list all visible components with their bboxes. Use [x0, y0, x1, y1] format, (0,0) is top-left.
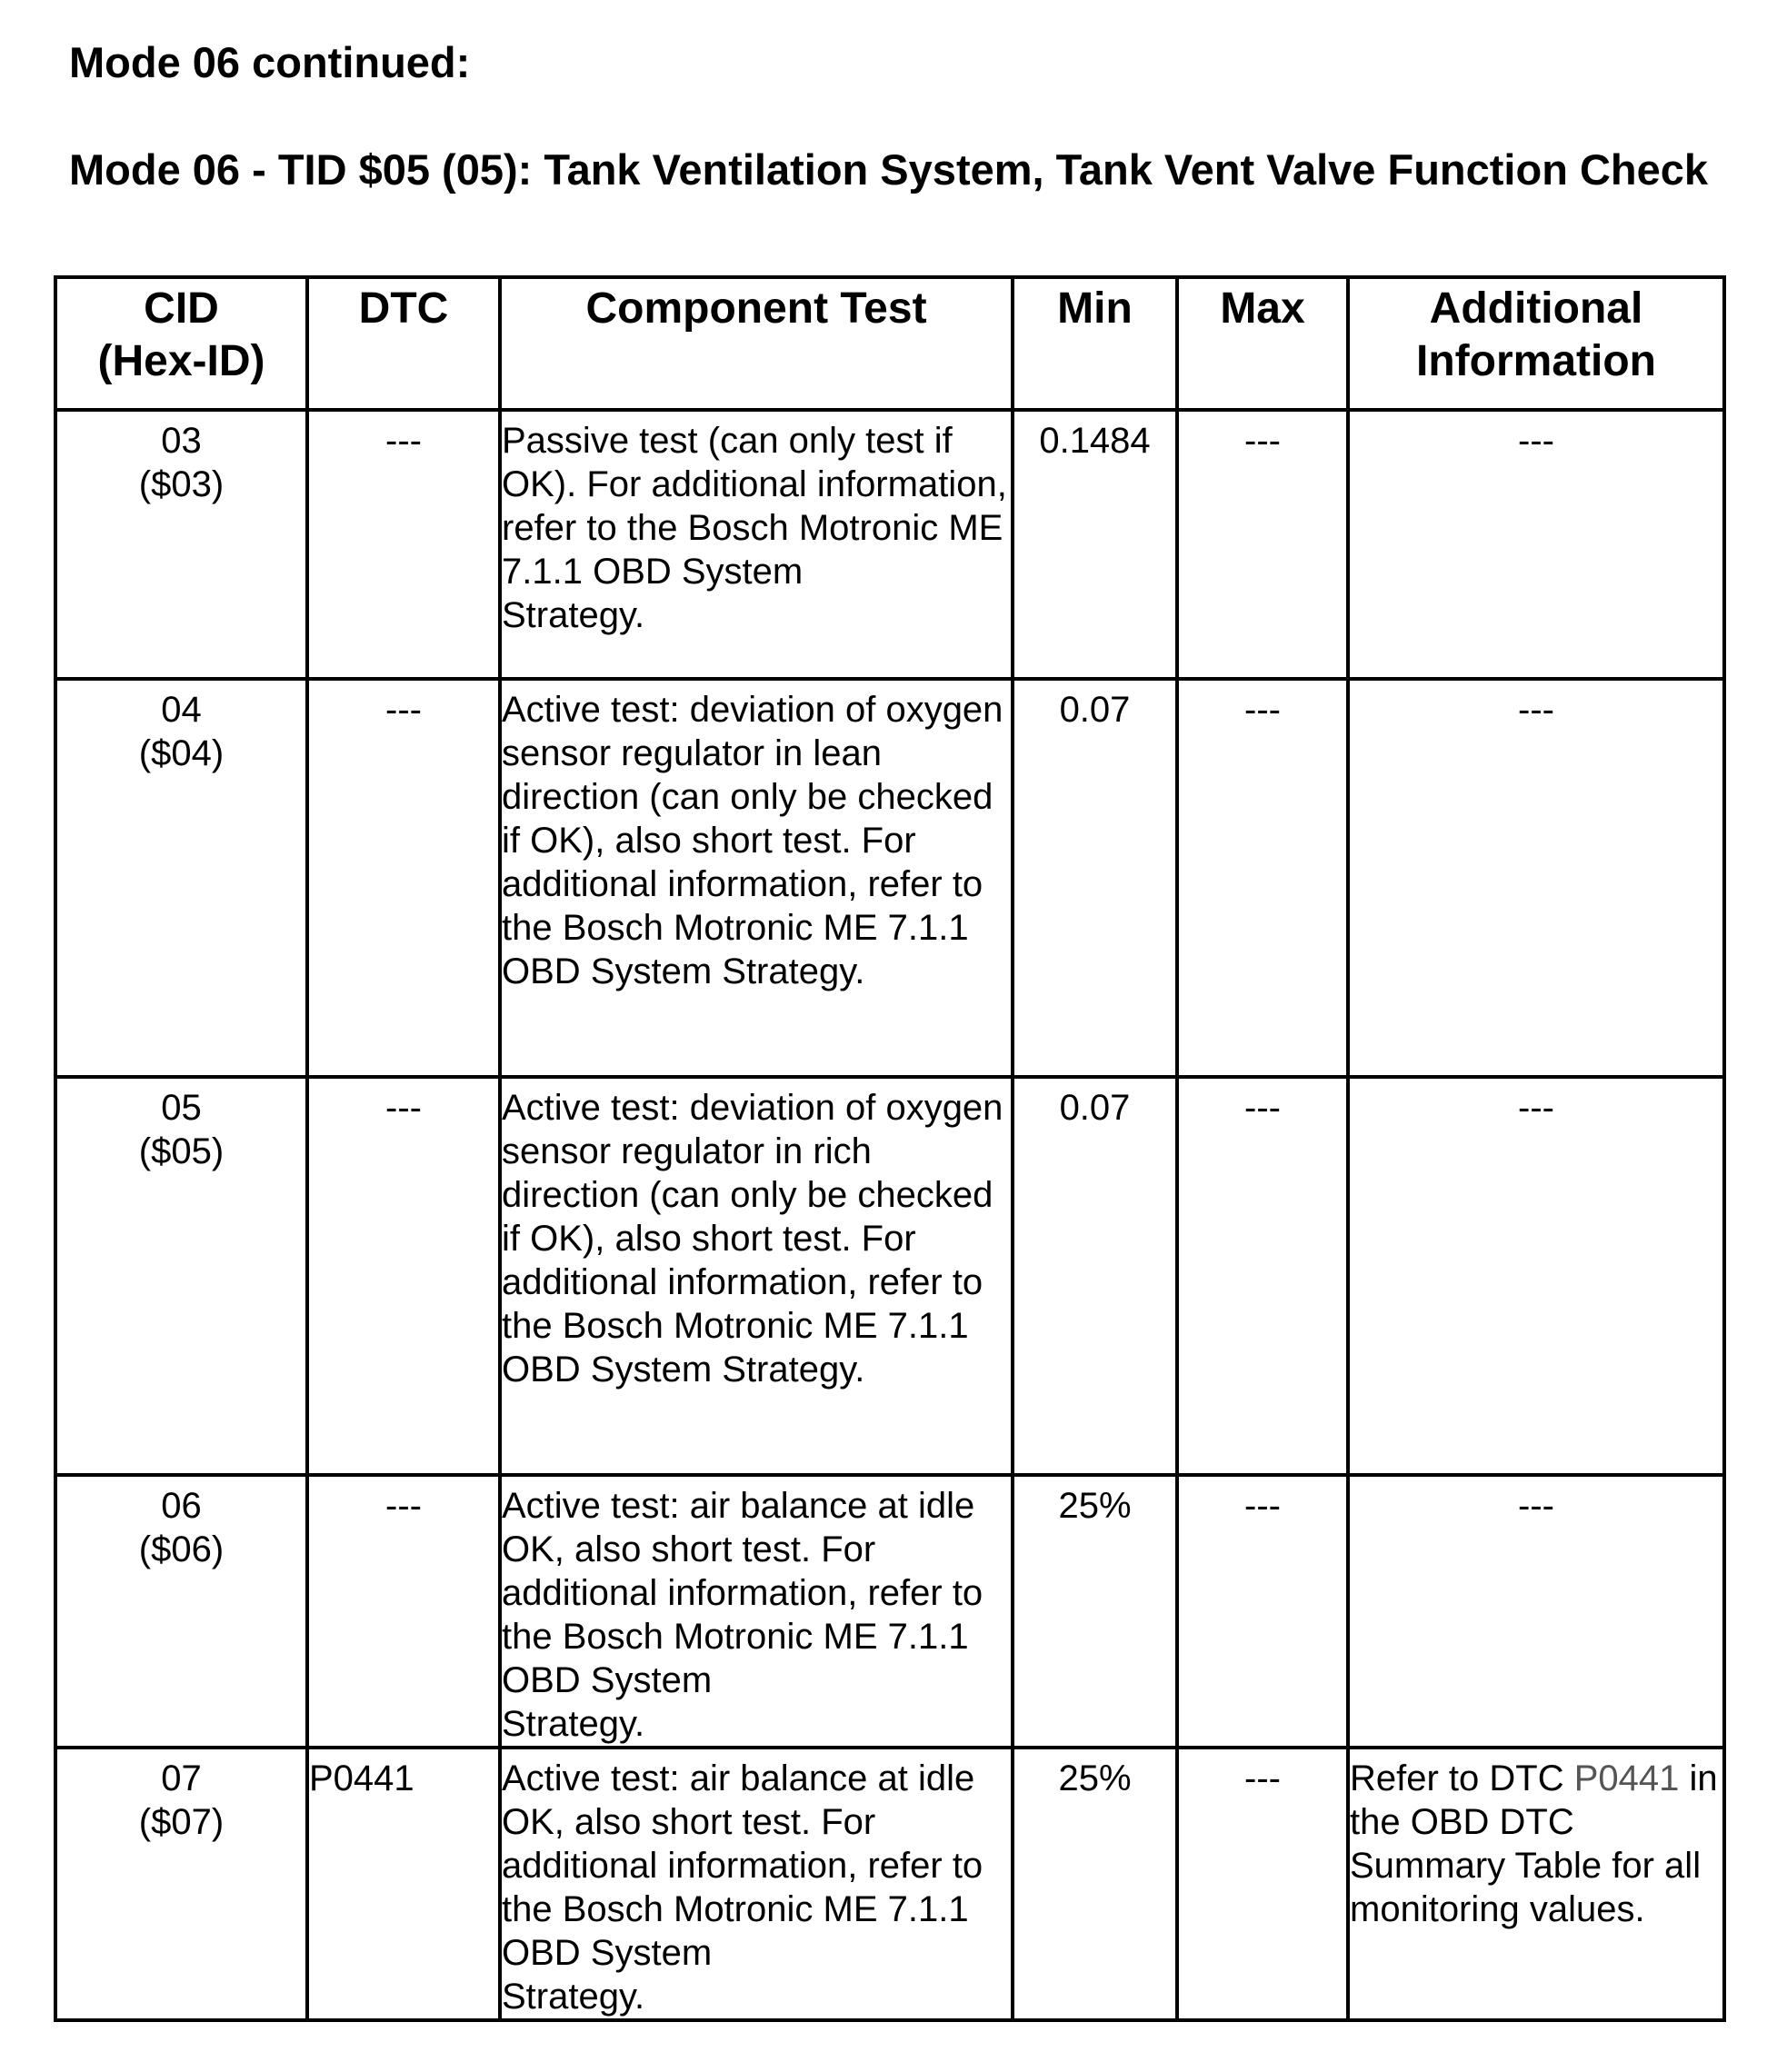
- cell-additional-info: [1348, 1748, 1724, 2020]
- cell-min: 0.1484: [1013, 410, 1177, 679]
- cell-additional-info: ---: [1348, 1077, 1724, 1475]
- cell-additional-info: ---: [1348, 1475, 1724, 1748]
- table-row: [55, 410, 1724, 679]
- cell-component-test: Active test: deviation of oxygen sensor regulator in rich direction (can only be checked if OK), also short test. For additional information, refer to the Bosch Motronic ME 7.1.1 OBD System Strategy.: [500, 1077, 1013, 1475]
- section-title: Mode 06 - TID $05 (05): Tank Ventilation System, Tank Vent Valve Function Check: [69, 145, 1709, 194]
- header-component-test: Component Test: [500, 277, 1013, 410]
- cell-additional-info: ---: [1348, 410, 1724, 679]
- cell-component-test: Active test: air balance at idle OK, also short test. For additional information, refer to the Bosch Motronic ME 7.1.1 OBD System Strategy.: [500, 1475, 1013, 1748]
- table-row: [55, 1748, 1724, 2020]
- header-additional-info: Additional Information: [1348, 277, 1724, 410]
- cell-max: ---: [1177, 410, 1348, 679]
- cell-component-test: Active test: deviation of oxygen sensor regulator in lean direction (can only be checked if OK), also short test. For additional information, refer to the Bosch Motronic ME 7.1.1 OBD System Strategy.: [500, 679, 1013, 1077]
- info-text-before-link: Refer to DTC: [1350, 1758, 1574, 1798]
- cell-min: 0.07: [1013, 679, 1177, 1077]
- cell-cid: 07 ($07): [55, 1748, 307, 2020]
- cell-max: ---: [1177, 1077, 1348, 1475]
- cell-max: ---: [1177, 1748, 1348, 2020]
- cell-min: 25%: [1013, 1748, 1177, 2020]
- continued-heading: Mode 06 continued:: [69, 38, 471, 86]
- cell-min: 25%: [1013, 1475, 1177, 1748]
- cell-cid: 03 ($03): [55, 410, 307, 679]
- cell-dtc: ---: [307, 1475, 500, 1748]
- cell-cid: 06 ($06): [55, 1475, 307, 1748]
- cell-cid: 04 ($04): [55, 679, 307, 1077]
- table-row: [55, 679, 1724, 1077]
- table-row: [55, 1475, 1724, 1748]
- cell-dtc: ---: [307, 679, 500, 1077]
- cell-dtc: ---: [307, 1077, 500, 1475]
- cell-min: 0.07: [1013, 1077, 1177, 1475]
- header-min: Min: [1013, 277, 1177, 410]
- table-header-row: [55, 277, 1724, 410]
- info-text-after-link: in the OBD DTC Summary Table for all monitoring values.: [1350, 1758, 1718, 1929]
- cell-additional-info: ---: [1348, 679, 1724, 1077]
- cell-component-test: Active test: air balance at idle OK, also short test. For additional information, refer to the Bosch Motronic ME 7.1.1 OBD System Strategy.: [500, 1748, 1013, 2020]
- cell-dtc: P0441: [307, 1748, 500, 2020]
- component-test-table: [54, 275, 1726, 2022]
- table-row: [55, 1077, 1724, 1475]
- dtc-p0441-link[interactable]: P0441: [1573, 1758, 1680, 1798]
- header-max: Max: [1177, 277, 1348, 410]
- header-cid: CID (Hex-ID): [55, 277, 307, 410]
- cell-dtc: ---: [307, 410, 500, 679]
- cell-max: ---: [1177, 1475, 1348, 1748]
- cell-max: ---: [1177, 679, 1348, 1077]
- cell-component-test: Passive test (can only test if OK). For additional information, refer to the Bosch Motronic ME 7.1.1 OBD System Strategy.: [500, 410, 1013, 679]
- cell-cid: 05 ($05): [55, 1077, 307, 1475]
- header-dtc: DTC: [307, 277, 500, 410]
